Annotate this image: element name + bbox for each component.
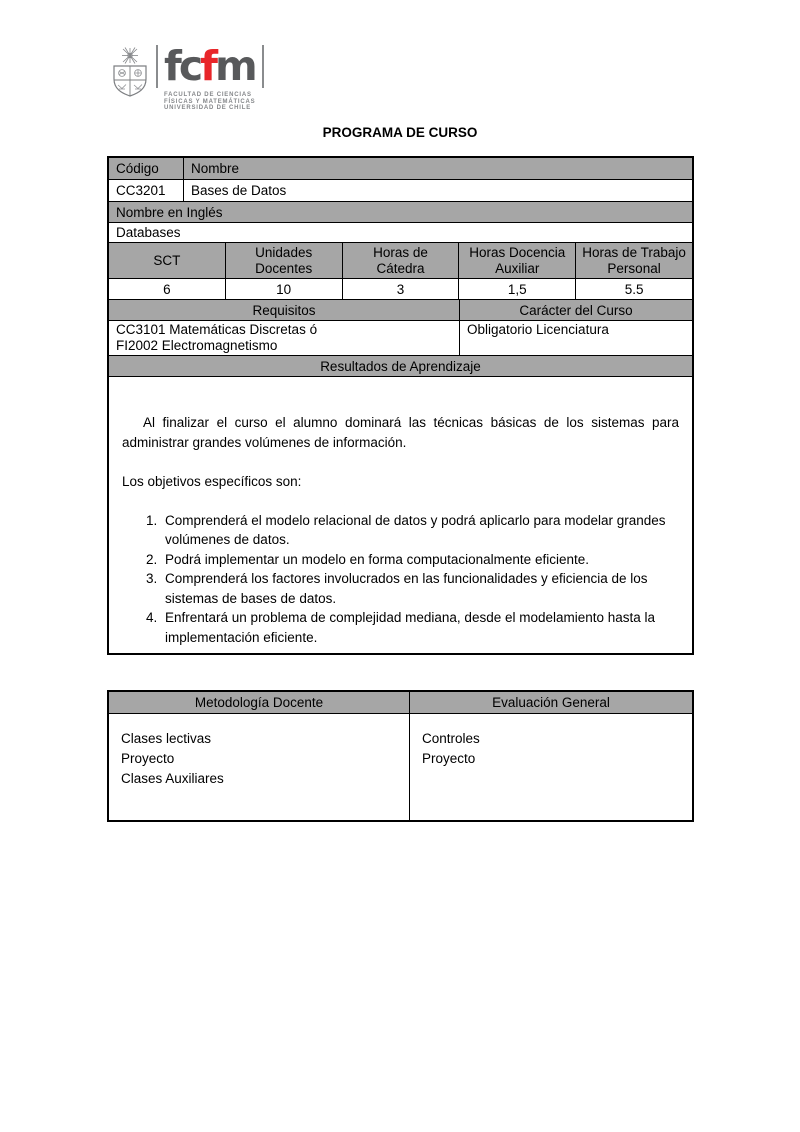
fcfm-wordmark xyxy=(156,42,264,90)
horas-catedra-value-cell: 3 xyxy=(342,279,459,299)
fcfm-logo xyxy=(108,42,264,112)
wordmark-fc: fc xyxy=(164,42,201,90)
nombre-ingles-value-cell: Databases xyxy=(116,225,181,240)
objective-item-1: 1. Comprenderá el modelo relacional de datos y podrá aplicarlo para modelar grandes volúmenes de datos. xyxy=(161,511,679,550)
code-name-value-row xyxy=(109,179,692,201)
course-info-table xyxy=(107,156,694,655)
methodology-evaluation-table xyxy=(107,690,694,822)
nombre-ingles-header-cell: Nombre en Inglés xyxy=(109,202,692,222)
evaluacion-header-cell: Evaluación General xyxy=(409,692,692,713)
caracter-header-cell: Carácter del Curso xyxy=(459,300,692,320)
objectives-list xyxy=(122,511,679,648)
english-name-value-row xyxy=(109,222,692,242)
requisitos-value-cell xyxy=(109,321,459,355)
methodology-evaluation-body-row xyxy=(109,713,692,820)
horas-docencia-auxiliar-value-cell: 1,5 xyxy=(458,279,575,299)
faculty-line-3: UNIVERSIDAD DE CHILE xyxy=(164,105,252,112)
unidades-docentes-header-cell: Unidades Docentes xyxy=(225,243,342,278)
nombre-value-cell: Bases de Datos xyxy=(183,180,692,201)
codigo-header-cell: Código xyxy=(109,158,183,179)
results-intro-paragraph: Al finalizar el curso el alumno dominará las técnicas básicas de los sistemas para administrar grandes volúmenes de información. xyxy=(122,415,679,450)
unidades-docentes-value-cell: 10 xyxy=(225,279,342,299)
metodologia-item-1: Clases lectivas xyxy=(121,731,212,746)
objective-item-2: 2. Podrá implementar un modelo en forma computacionalmente eficiente. xyxy=(161,550,679,570)
code-name-header-row xyxy=(109,158,692,179)
requisites-value-row xyxy=(109,320,692,355)
uchile-crest-icon xyxy=(108,47,152,97)
faculty-line-1: FACULTAD DE CIENCIAS xyxy=(164,92,252,98)
evaluacion-item-1: Controles xyxy=(422,731,480,746)
faculty-name-lines xyxy=(164,92,264,112)
wordmark-m: m xyxy=(215,42,255,90)
faculty-line-2: FÍSICAS Y MATEMÁTICAS xyxy=(164,98,256,105)
wordmark-red-f: f xyxy=(200,42,215,90)
requisitos-header-cell: Requisitos xyxy=(109,300,459,320)
horas-trabajo-personal-header-cell: Horas de Trabajo Personal xyxy=(575,243,692,278)
objectives-label: Los objetivos específicos son: xyxy=(122,474,302,489)
methodology-evaluation-header-row xyxy=(109,692,692,713)
metodologia-item-2: Proyecto xyxy=(121,751,175,766)
resultados-header-cell: Resultados de Aprendizaje xyxy=(109,356,692,376)
results-body-row xyxy=(109,376,692,653)
requisites-header-row xyxy=(109,299,692,320)
objective-item-3: 3. Comprenderá los factores involucrados en las funcionalidades y eficiencia de los sistemas de bases de datos. xyxy=(161,569,679,608)
horas-trabajo-personal-value-cell: 5.5 xyxy=(575,279,692,299)
requisito-line-2: FI2002 Electromagnetismo xyxy=(116,338,278,353)
sct-header-cell xyxy=(109,243,225,278)
horas-catedra-header-cell: Horas de Cátedra xyxy=(342,243,459,278)
hours-header-row xyxy=(109,242,692,278)
english-name-header-row xyxy=(109,201,692,222)
evaluacion-body-cell xyxy=(409,714,692,820)
metodologia-body-cell xyxy=(109,714,409,820)
sct-value-cell: 6 xyxy=(163,281,171,297)
metodologia-item-3: Clases Auxiliares xyxy=(121,771,224,786)
page-title: PROGRAMA DE CURSO xyxy=(322,125,478,140)
results-body-cell xyxy=(109,377,692,653)
hours-value-row xyxy=(109,278,692,299)
requisito-line-1: CC3101 Matemáticas Discretas ó xyxy=(116,322,318,337)
caracter-value-cell: Obligatorio Licenciatura xyxy=(459,321,692,355)
metodologia-header-cell: Metodología Docente xyxy=(109,692,409,713)
nombre-header-cell: Nombre xyxy=(183,158,692,179)
results-header-row xyxy=(109,355,692,376)
sct-header-label: SCT xyxy=(153,252,181,268)
codigo-value-cell: CC3201 xyxy=(116,183,166,198)
horas-docencia-auxiliar-header-cell: Horas Docencia Auxiliar xyxy=(458,243,575,278)
objective-item-4: 4. Enfrentará un problema de complejidad mediana, desde el modelamiento hasta la implementación eficiente. xyxy=(161,608,679,647)
evaluacion-item-2: Proyecto xyxy=(422,751,476,766)
